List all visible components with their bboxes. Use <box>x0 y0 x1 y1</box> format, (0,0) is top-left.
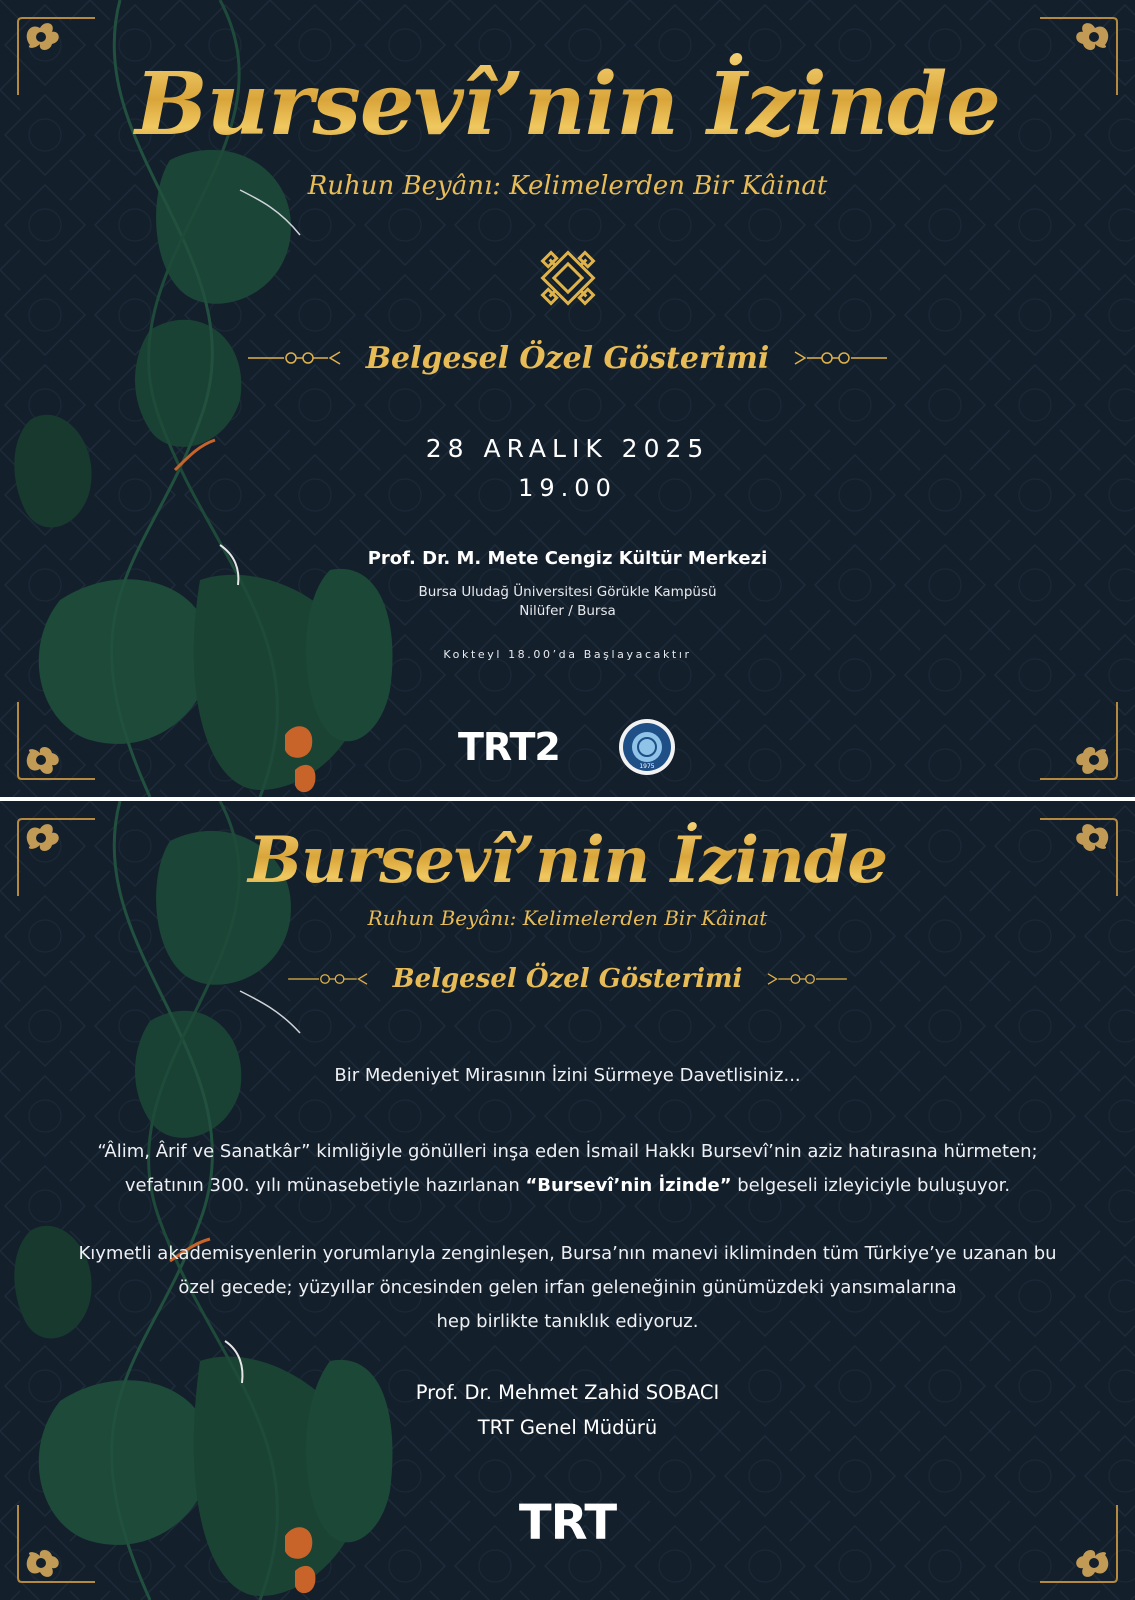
paragraph-1-line-1: “Âlim, Ârif ve Sanatkâr” kimliğiyle gönülleri inşa eden İsmail Hakkı Bursevî’nin aziz hatırasına hürmeten; <box>97 1141 1038 1162</box>
documentary-name: “Bursevî’nin İzinde” <box>525 1175 732 1196</box>
event-title: Bursevî’nin İzinde <box>0 50 1135 160</box>
ribbon-header <box>0 961 1135 997</box>
paragraph-2-line-2: özel gecede; yüzyıllar öncesinden gelen irfan geleneğinin günümüzdeki yansımalarına <box>178 1277 957 1298</box>
event-title: Bursevî’nin İzinde <box>0 821 1135 901</box>
invite-line: Bir Medeniyet Mirasının İzini Sürmeye Davetlisiniz... <box>334 1065 801 1086</box>
ribbon-text: Belgesel Özel Gösterimi <box>392 964 743 994</box>
signer-title: TRT Genel Müdürü <box>477 1416 658 1439</box>
trt-logo: TRT <box>518 1495 617 1551</box>
event-subtitle: Ruhun Beyânı: Kelimelerden Bir Kâinat <box>307 171 828 201</box>
ribbon-left-ornament-icon <box>287 973 375 985</box>
paragraph-1-line-2-pre: vefatının 300. yılı münasebetiyle hazırlanan <box>124 1175 526 1196</box>
venue-address-line1: Bursa Uludağ Üniversitesi Görükle Kampüsü <box>418 584 717 600</box>
event-time: 19.00 <box>518 474 617 502</box>
paragraph-2 <box>0 1237 1135 1339</box>
signature-block <box>0 1375 1135 1445</box>
ribbon-right-ornament-icon <box>787 351 887 365</box>
paragraph-1-line-2 <box>0 1169 1135 1203</box>
svg-text:1975: 1975 <box>639 763 655 770</box>
paragraph-2-line-3: hep birlikte tanıklık ediyoruz. <box>436 1311 699 1332</box>
paragraph-1-line-2-post: belgeseli izleyiciyle buluşuyor. <box>731 1175 1011 1196</box>
ribbon-left-ornament-icon <box>248 351 348 365</box>
paragraph-2-line-1: Kıymetli akademisyenlerin yorumlarıyla zenginleşen, Bursa’nın manevi ikliminden tüm Türkiye’ye uzanan bu <box>78 1243 1057 1264</box>
cocktail-note: Kokteyl 18.00’da Başlayacaktır <box>443 648 692 661</box>
event-date: 28 ARALIK 2025 <box>425 434 710 463</box>
ribbon-text: Belgesel Özel Gösterimi <box>365 340 770 376</box>
paragraph-1 <box>0 1135 1135 1203</box>
invitation-card-back <box>0 801 1135 1600</box>
university-seal-icon <box>618 718 676 776</box>
venue-address-line2: Nilüfer / Bursa <box>519 603 616 619</box>
event-venue: Prof. Dr. M. Mete Cengiz Kültür Merkezi <box>367 548 768 569</box>
ribbon-header <box>0 338 1135 378</box>
knot-ornament-icon <box>530 240 606 316</box>
event-subtitle: Ruhun Beyânı: Kelimelerden Bir Kâinat <box>367 906 768 930</box>
ribbon-right-ornament-icon <box>760 973 848 985</box>
invitation-card-front <box>0 0 1135 797</box>
trt2-logo: TRT2 <box>458 725 560 769</box>
signer-name: Prof. Dr. Mehmet Zahid SOBACI <box>415 1381 720 1404</box>
